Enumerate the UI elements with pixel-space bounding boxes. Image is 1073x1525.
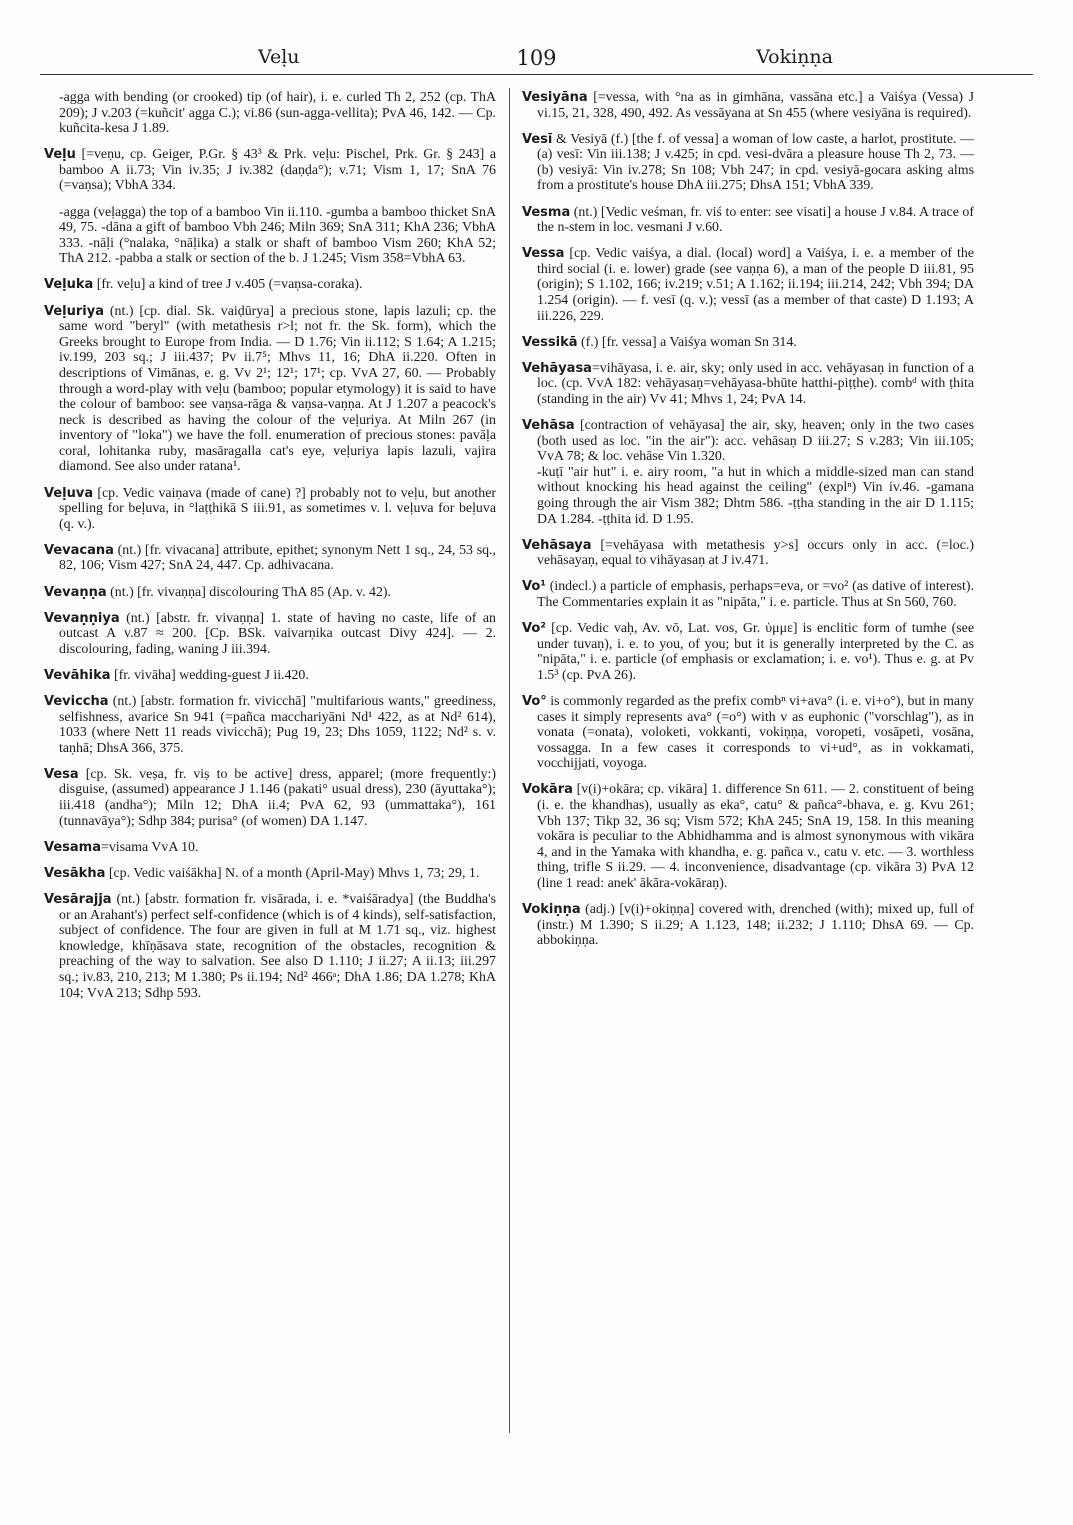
dictionary-entry [522,902,974,949]
entry-text: (adj.) [v(i)+okiṇṇa] covered with, drenched (with); mixed up, full of (instr.) M 1.390; S ii.29; A 1.123, 148; ii.232; J 1.110; DhsA 69. — Cp. abbokiṇṇa. [537,902,974,949]
entry-headword: Veḷu [44,147,76,163]
dictionary-entry [522,579,974,610]
entry-headword: Veviccha [44,694,109,709]
entry-text: =visama VvA 10. [101,839,199,855]
entry-text: [=veṇu, cp. Geiger, P.Gr. § 43³ & Prk. veḷu: Pischel, Prk. Gr. § 243] a bamboo A ii.73; Vin iv.35; J iv.382 (daṇḍa°); v.71; Vism 1, 17; SnA 76 (=vaṇsa); VbhA 334. [59,147,496,194]
entry-headword: Vevacana [44,542,114,558]
entry-headword: Vokāra [522,782,573,798]
dictionary-entry [522,782,974,891]
entry-text: (nt.) [abstr. formation fr. vivicchā] "multifarious wants," greediness, selfishness, avarice Sn 941 (=pañca macchariyāni Nd¹ 422, as at Nd² 614), 1033 (where Nett 11 reads vivicchā); Pug 19, 23; Dhs 1059, 1122; Nd² s. v. taṇhā; DhsA 366, 375. [59,694,496,756]
dictionary-entry [44,840,496,856]
entry-headword: Vo¹ [522,579,546,595]
entry-text: (nt.) [Vedic veśman, fr. viś to enter: see visati] a house J v.84. A trace of the n-stem in loc. vesmani J v.60. [537,204,974,236]
dictionary-entry [522,90,974,121]
entry-text: -kuṭī "air hut" i. e. airy room, "a hut in which a middle-sized man can stand without knocking his head against the ceiling" (explⁿ) Vin iv.46. -gamana going through the air Vism 382; Dhtm 586. -ṭṭha standing in the air D 1.115; DA 1.284. -ṭṭhita id. D 1.95. [537,464,974,527]
entry-headword: Vesa [44,766,79,782]
dictionary-entry [522,205,974,236]
entry-headword: Veḷuva [44,485,94,501]
dictionary-entry [522,621,974,683]
entry-headword: Vesī [522,131,553,147]
page-number: 109 [516,46,557,70]
entry-text: (indecl.) a particle of emphasis, perhaps=eva, or =vo² (as dative of interest). The Commentaries explain it as "nipāta," i. e. particle. Thus at Sn 560, 760. [537,579,974,611]
entry-text: & Vesiyā (f.) [the f. of vessa] a woman of low caste, a harlot, prostitute. — (a) vesī: Vin iii.138; J v.425; in cpd. vesi-dvāra a pleasure house Th 2, 73. — (b) vesiyā: Vin iv.278; Sn 108; Vbh 247; in cpd. vesiyā-gocara asking alms from a prostitute's house DhA iii.275; DhsA 151; VbhA 339. [537,131,974,194]
entry-headword: Vevaṇṇiya [44,610,120,626]
dictionary-entry [44,147,496,194]
entry-text: (nt.) [abstr. formation fr. visārada, i. e. *vaiśāradya] (the Buddha's or an Arahant's) perfect self-confidence (which is of 4 kinds), self-satisfaction, subject of confidence. The four are given in full at M 1.71 sq., viz. highest knowledge, khīṇāsava state, recognition of the obstacles, recognition & preaching of the way to salvation. See also D 1.110; J ii.27; A ii.13; iii.297 sq.; iv.83, 210, 213; M 1.380; Ps ii.194; Nd² 466ᵃ; DhA 1.86; DA 1.278; KhA 104; VvA 213; Sdhp 593. [59,891,496,1001]
dictionary-entry [44,277,496,293]
dictionary-entry [522,361,974,408]
entry-text: [cp. Vedic vaiśākha] N. of a month (April-May) Mhvs 1, 73; 29, 1. [105,865,480,881]
dictionary-entry [44,767,496,829]
entry-headword: Vo² [522,621,546,637]
entry-text: (nt.) [fr. vivacana] attribute, epithet; synonym Nett 1 sq., 24, 53 sq., 82, 106; Vism 427; SnA 24, 447. Cp. adhivacana. [59,542,496,574]
entry-headword: Vesārajja [44,891,112,907]
dictionary-entry [44,668,496,684]
entry-headword: Vesākha [44,865,106,881]
dictionary-entry [44,611,496,658]
header-left-guideword: Veḷu [258,46,300,68]
entry-continuation [44,205,496,267]
entry-text: (nt.) [abstr. fr. vivaṇṇa] 1. state of having no caste, life of an outcast A v.87 ≈ 200. [Cp. BSk. vaivarṇika outcast Divy 424]. — 2. discolouring, fading, waning J iii.394. [59,610,496,657]
entry-headword: Vehāyasa [522,360,592,376]
entry-text: (f.) [fr. vessa] a Vaiśya woman Sn 314. [577,334,797,350]
entry-headword: Vehāsa [522,418,575,434]
left-column [44,90,496,1012]
header-right-guideword: Vokiṇṇa [756,46,833,68]
entry-text: [=vessa, with °na as in gimhāna, vassāna etc.] a Vaiśya (Vessa) J vi.15, 21, 328, 490, 492. As vessāyana at Sn 455 (where vesiyāna is required). [537,90,974,121]
entry-text: [contraction of vehāyasa] the air, sky, heaven; only in the two cases (both used as loc. "in the air"): acc. vehāsaṇ D iii.27; S v.283; Vin iii.105; VvA 78; & loc. vehāse Vin 1.320. [537,418,974,465]
dictionary-entry [522,538,974,569]
entry-text: [=vehāyasa with metathesis y>s] occurs only in acc. (=loc.) vehāsayaṇ, equal to vihāyasaṇ at J iv.471. [537,537,974,569]
entry-headword: Vesiyāna [522,90,588,105]
dictionary-entry [44,694,496,756]
entry-text: [fr. veḷu] a kind of tree J v.405 (=vaṇsa-coraka). [93,277,363,293]
entry-text: -agga (veḷagga) the top of a bamboo Vin ii.110. -gumba a bamboo thicket SnA 49, 75. -dāna a gift of bamboo Vbh 246; Miln 369; SnA 311; KhA 236; VbhA 333. -nāḷi (°nalaka, °nāḷika) a stalk or shaft of bamboo Vism 260; KhA 52; ThA 212. -pabba a stalk or section of the b. J 1.245; Vism 358=VbhA 63. [59,204,496,267]
entry-text: [v(i)+okāra; cp. vikāra] 1. difference Sn 611. — 2. constituent of being (i. e. the khandhas), usually as eka°, catu° & pañca°-bhava, e. g. Kvu 261; Vbh 137; Tikp 32, 36 sq; Vism 572; KhA 245; SnA 19, 158. In this meaning vokāra is peculiar to the Abhidhamma and is almost synonymous with vikāra 4, and in the Yamaka with khandha, e. g. pañca v., catu v. etc. — 3. worthless thing, trifle S ii.29. — 4. inconvenience, disadvantage (cp. vikāra 3) PvA 12 (line 1 read: anek' ākāra-vokāraṇ). [537,782,974,892]
entry-headword: Vessa [522,246,565,262]
entry-continuation [44,90,496,137]
entry-text: -agga with bending (or crooked) tip (of hair), i. e. curled Th 2, 252 (cp. ThA 209); J v.203 (=kuñcit' agga C.); vi.86 (sun-agga-vellita); PvA 46, 142. — Cp. kuñcita-kesa J 1.89. [59,90,496,137]
entry-text: (nt.) [cp. dial. Sk. vaiḍūrya] a precious stone, lapis lazuli; cp. the same word "beryl" (with metathesis r>l; not fr. the Sk. form), which the Greeks brought to Europe from India. — D 1.76; Vin ii.112; S 1.64; A 1.215; iv.199, 203 sq.; J iii.437; Pv ii.7⁵; Mhvs 11, 16; DhA ii.220. Often in descriptions of Vimānas, e. g. Vv 2¹; 12¹; 17¹; cp. VvA 27, 60. — Probably through a word-play with veḷu (bamboo; popular etymology) it is said to have the colour of bamboo: see vaṇsa-rāga & vaṇsa-vaṇṇa. At J 1.207 a peacock's neck is described as having the colour of the veḷuriya. At Miln 267 (in inventory of "loka") we have the foll. enumeration of precious stones: pavāḷa coral, lohitanka ruby, masāragalla cat's eye, veḷuriya lapis lazuli, vajira diamond. See also under ratana¹. [59,303,496,475]
entry-text: (nt.) [fr. vivaṇṇa] discolouring ThA 85 (Ap. v. 42). [106,584,392,600]
entry-headword: Vevaṇṇa [44,584,107,600]
dictionary-entry [44,866,496,882]
entry-headword: Vesama [44,839,101,855]
entry-text: =vihāyasa, i. e. air, sky; only used in acc. vehāyasaṇ in function of a loc. (cp. VvA 182: vehāyasaṇ=vehāyasa-bhūte hatthi-piṭṭhe). combᵈ with ṭhita (standing in the air) Vv 41; Mhvs 1, 24; PvA 14. [537,360,974,407]
entry-headword: Vessikā [522,334,578,350]
entry-text: is commonly regarded as the prefix combⁿ vi+ava° (i. e. vi+o°), but in many cases it simply represents ava° (=o°) with v as euphonic ("vorschlag"), as in vonata (=onata), voloketi, vokkanti, vokiṇṇa, voropeti, vosāpeti, vosāna, vossagga. In a few cases it corresponds to vi+ud°, as in vokkamati, vocchijjati, voyoga. [537,694,974,772]
right-column [522,90,974,959]
entry-text: [cp. Sk. veṣa, fr. viṣ to be active] dress, apparel; (more frequently:) disguise, (assumed) appearance J 1.146 (pakati° usual dress), 230 (āyuttaka°); iii.418 (andha°); Miln 12; DhA ii.4; PvA 62, 93 (ummattaka°), 161 (tunnavāya°); Sdhp 384; purisa° (of women) DA 1.147. [59,766,496,829]
entry-continuation [522,465,974,527]
dictionary-entry [44,304,496,476]
dictionary-entry [44,543,496,574]
entry-text: [cp. Vedic vaiṇava (made of cane) ?] probably not to veḷu, but another spelling for beḷuva, in °laṭṭhikā S iii.91, as sometimes v. l. veḷuva for beḷuva (q. v.). [59,485,496,532]
dictionary-entry [44,585,496,601]
dictionary-entry [522,246,974,324]
entry-text: [fr. vivāha] wedding-guest J ii.420. [110,667,309,683]
entry-headword: Veḷuriya [44,303,104,319]
entry-headword: Vehāsaya [522,537,592,553]
header-rule [40,74,1033,75]
dictionary-entry [522,694,974,772]
dictionary-entry [44,486,496,533]
entry-headword: Vokiṇṇa [522,902,581,918]
dictionary-entry [44,892,496,1001]
entry-headword: Vevāhika [44,667,111,683]
entry-headword: Vesma [522,204,571,220]
dictionary-entry [522,335,974,351]
dictionary-entry [522,132,974,194]
column-divider [509,88,510,1433]
dictionary-entry [522,418,974,465]
entry-text: [cp. Vedic vaḥ, Av. vō, Lat. vos, Gr. ὑμμε] is enclitic form of tumhe (see under tuvaṇ), i. e. to you, of you; but it is generally interpreted by the C. as "nipāta," i. e. particle (of emphasis or exclamation; i. e. vo¹). Thus e. g. at Pv 1.5³ (cp. PvA 26). [537,621,974,683]
entry-text: [cp. Vedic vaiśya, a dial. (local) word] a Vaiśya, i. e. a member of the third social (i. e. lower) grade (see vaṇṇa 6), a man of the people D iii.81, 95 (origin); S 1.102, 166; iv.219; v.51; A 1.162; ii.194; iii.214, 242; Vbh 394; DA 1.254 (origin). — f. vesī (q. v.); vessī (as a member of that caste) D 1.193; A iii.226, 229. [537,246,974,324]
entry-headword: Vo° [522,694,547,709]
page-header [40,44,1033,74]
entry-headword: Veḷuka [44,277,94,293]
